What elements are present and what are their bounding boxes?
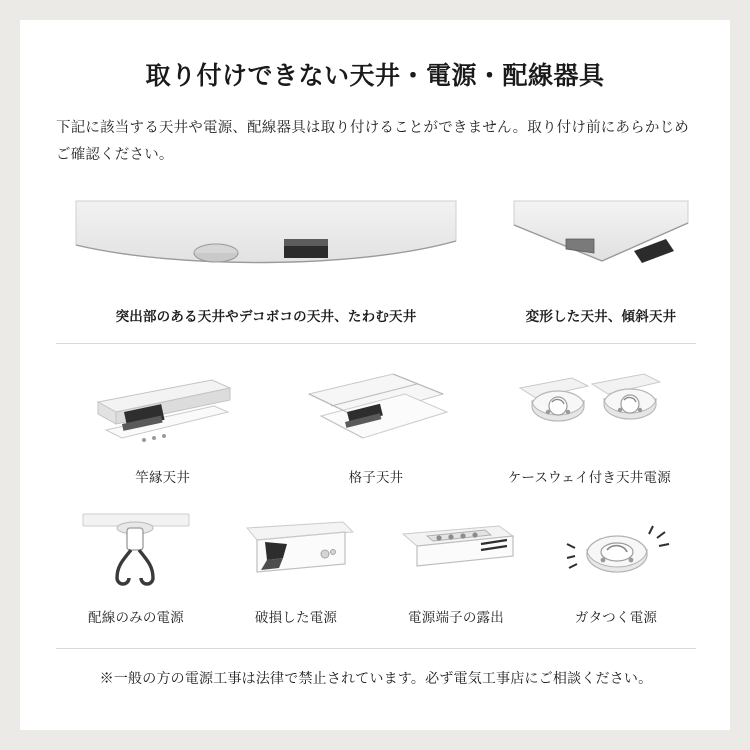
divider-top: [56, 343, 696, 344]
caseway-ceiling-power-illustration: [514, 368, 664, 460]
divider-bottom: [56, 648, 696, 649]
item-exposed-terminal: [376, 508, 536, 626]
loose-power-illustration: [541, 508, 691, 600]
caption-bumpy-ceiling: 突出部のある天井やデコボコの天井、たわむ天井: [115, 309, 417, 324]
saobuchi-ceiling-illustration: [88, 368, 238, 460]
section1-captions: [56, 305, 696, 327]
item-loose-power: [536, 508, 696, 626]
item-bare-wiring-power: [56, 508, 216, 626]
item-broken-power: [216, 508, 376, 626]
caption-lattice-ceiling: 格子天井: [348, 470, 404, 485]
caption-bare-wiring-power: 配線のみの電源: [88, 610, 184, 625]
item-lattice-ceiling: [269, 368, 482, 486]
caption-caseway-power: ケースウェイ付き天井電源: [507, 470, 671, 485]
lead-paragraph: 下記に該当する天井や電源、配線器具は取り付けることができません。取り付け前にあらかじめご確認ください。: [56, 120, 689, 163]
caption-sloped-ceiling: 変形した天井、傾斜天井: [525, 309, 677, 324]
item-saobuchi-ceiling: [56, 368, 269, 486]
item-caseway-power: [483, 368, 696, 486]
caption-exposed-terminal: 電源端子の露出: [408, 610, 504, 625]
lattice-ceiling-illustration: [301, 368, 451, 460]
broken-power-illustration: [221, 508, 371, 600]
exposed-terminal-illustration: [381, 508, 531, 600]
document-page: [20, 20, 730, 730]
legal-note: ※一般の方の電源工事は法律で禁止されています。必ず電気工事店にご相談ください。: [99, 670, 653, 686]
caption-saobuchi-ceiling: 竿縁天井: [135, 470, 191, 485]
page-title: 取り付けできない天井・電源・配線器具: [145, 62, 605, 90]
section3-grid: [56, 508, 696, 626]
caption-loose-power: ガタつく電源: [574, 610, 658, 625]
caption-broken-power: 破損した電源: [254, 610, 338, 625]
section2-grid: [56, 368, 696, 486]
bare-wiring-power-illustration: [61, 508, 211, 600]
